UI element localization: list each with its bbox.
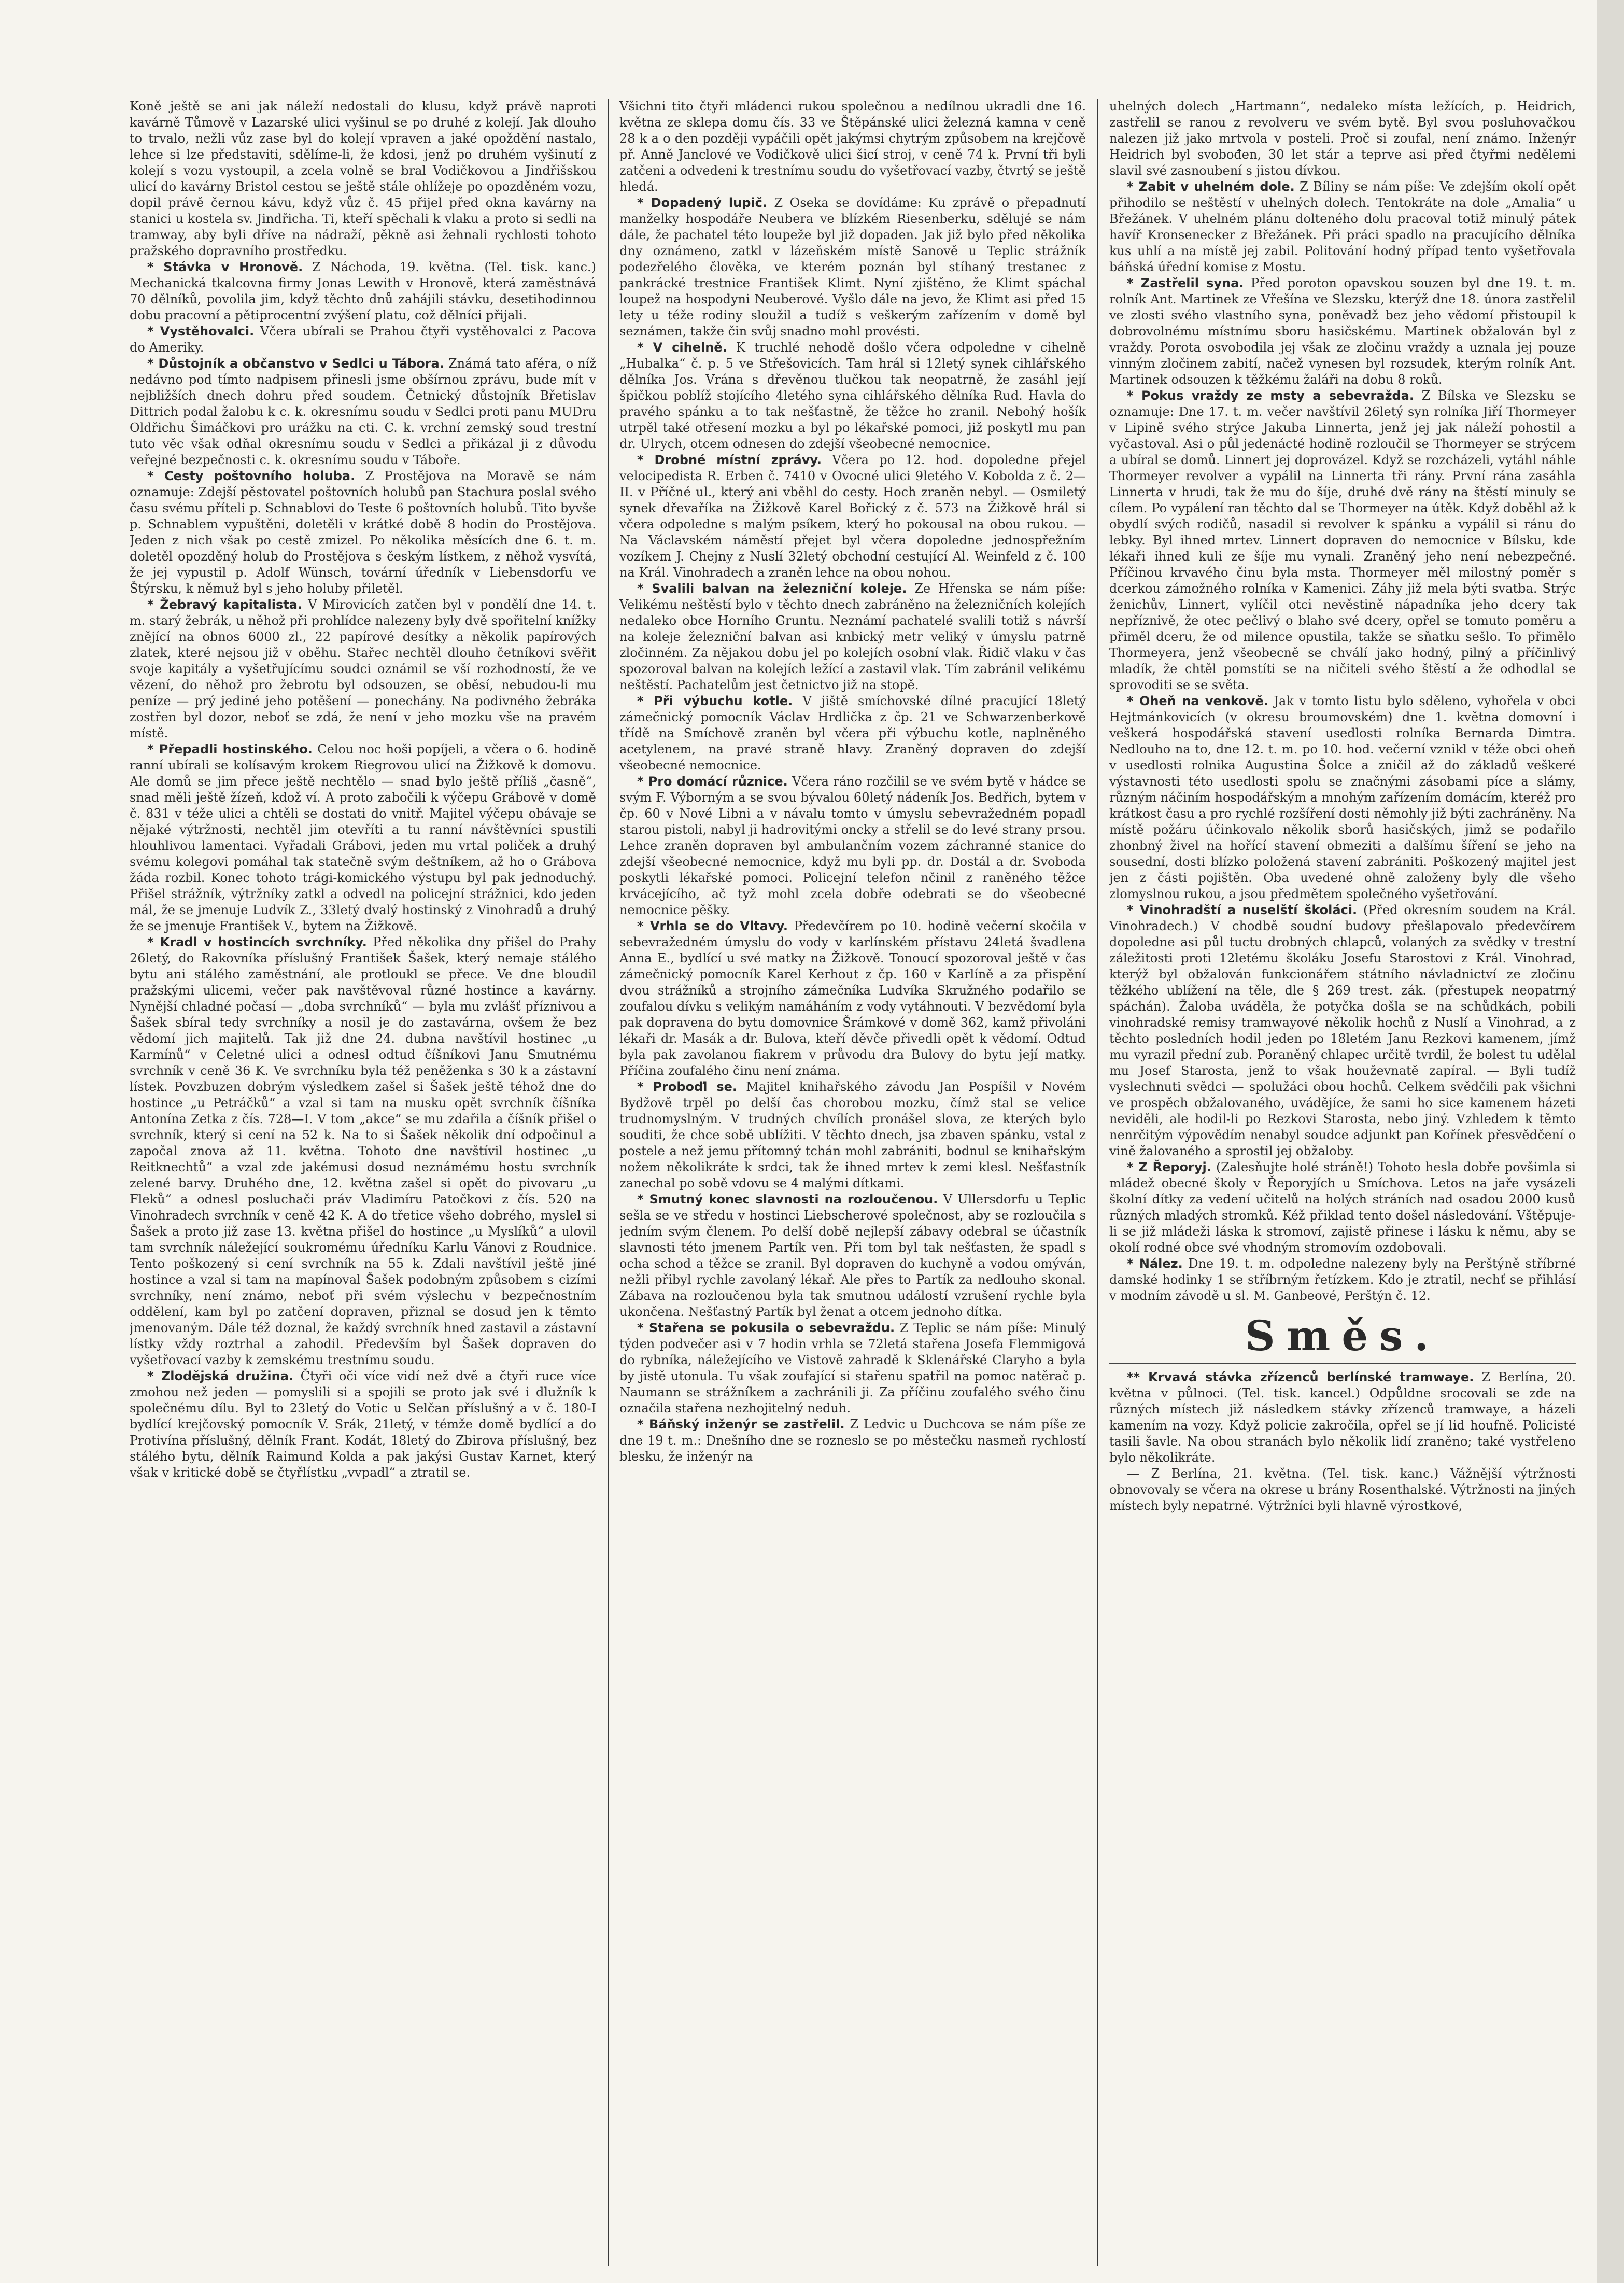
article-paragraph [619,581,1086,693]
article-paragraph [130,1368,596,1481]
article-text: Z Bílska ve Slezsku se oznamuje: Dne 17. t. m. večer navštívil 26letý syn rolníka Jiří Thormeyer v Lipině svého strýce Jakuba Linnerta, jenž jej jak náleží pohostil a vyčastoval. Asi o půl jedenácté hodině rozloučil se Thormeyer se strýcem a ubíral se domů. Linnert jej doprovázel. Když se rozcházeli, vytáhl náhle Thormeyer revolver a vypálil na Linnerta tři rány. První rána zasáhla Linnerta v hrudi, tak že mu do šíje, druhé dvě rány na štěstí minuly se cílem. Po vypálení ran těchto dal se Thormeyer na útěk. Když doběhl až k obydlí svých rodičů, nasadil si revolver k spánku a vypálil si ránu do lebky. Byl ihned mrtev. Linnert dopraven do nemocnice v Bílsku, kde lékaři ihned kuli ze šíje mu vynali. Zraněný jeho není nebezpečné. Příčinou krvavého činu byla msta. Thormeyer měl milostný poměr s dcerkou zámožného rolníka v Kamenici. Záhy již mela býti svatba. Strýc ženichův, Linnert, vylíčil otci nevěstině nápadníka jeho dcery tak nepříznivě, že otec pečlivý o blaho své dcery, opřel se tomuto poměru a přiměl dceru, že od milence opustila, takže se sňatku sešlo. To přimělo Thormeyera, jenž všeobecně se chválí jako hodný, pilný a příčinlivý mladík, že chtěl pomstíti se na ničiteli svého štěstí a že odhodlal se sprovoditi se se světa. [1109,388,1576,692]
article-headline: * Cesty poštovního holuba. [147,469,356,483]
article-paragraph [1109,1159,1576,1256]
article-text: Majitel knihařského závodu Jan Pospíšil v Novém Bydžově trpěl po delší čas chorobou mozku, čímž stal se velice trudnomyslným. V trudných chvílích pronášel slova, ze kterých bylo souditi, že chce sobě ublížiti. V těchto dnech, jsa zbaven spánku, vstal z postele a než jemu přítomný tchán mohl zabrániti, bodnul se knihařským nožem několikráte k srdci, tak že ihned mrtev k zemi klesl. Nešťastník zanechal po sobě vdovu se 4 malými dítkami. [619,1080,1086,1190]
article-paragraph [619,918,1086,1079]
article-paragraph [619,340,1086,452]
article-text: Včera po 12. hod. dopoledne přejel velocipedista R. Erben č. 7410 v Ovocné ulici 9letého V. Kobolda z č. 2—II. v Příčné ul., který ani vběhl do cesty. Hoch zraněn nebyl. — Osmiletý synek dřevaříka na Žižkově Karel Bořický z č. 573 na Žižkově hrál si včera odpoledne s malým psíkem, který ho pokousal na obou rukou. — Na Václavském náměstí přejet byl včera dopoledne jednospřežním vozíkem J. Chejny z Nuslí 32letý obchodní cestující Al. Weinfeld z č. 100 na Král. Vinohradech a zraněn lehce na obou nohou. [619,453,1086,580]
article-headline: * Při výbuchu kotle. [637,694,793,708]
article-text: uhelných dolech „Hartmann“, nedaleko místa ležících, p. Heidrich, zastřelil se ranou z revolveru ve svém bytě. Byl svou posluhovačkou nalezen již jako mrtvola v posteli. Proč si zoufal, není známo. Inženýr Heidrich byl svobođen, 30 let stár a teprve asi před čtyřmi nedělemi slavil své zasnoubení s jistou dívkou. [1109,99,1576,178]
article-headline: * Dopadený lupič. [637,195,767,210]
article-paragraph [130,597,596,741]
article-paragraph [130,468,596,597]
article-headline: * Proboďl se. [637,1080,738,1094]
article-paragraph [130,259,596,324]
column-rule-1 [608,99,609,2266]
article-headline: * V cihelně. [637,340,727,355]
article-headline: * Vystěhovalci. [147,324,255,339]
column-2 [619,99,1086,2266]
article-text: Předevčírem po 10. hodině večerní skočila v sebevražedném úmyslu do vody v karlínském přístavu 24letá švadlena Anna E., bydlící u své matky na Žižkově. Tonoucí spozoroval ještě v čas zámečnický pomocník Karel Kerhout z čp. 160 v Karlíně a za přispění dvou strážníků a strojního zámečníka Ludvíka Skružného podařilo se zoufalou dívku s velikým namáháním z vody vytáhnouti. V bezvědomí byla pak dopravena do bytu domovnice Šrámkové v domě 362, kamž přivoláni lékaři dr. Masák a dr. Bulova, kteří děvče přivedli opět k vědomí. Odtud byla pak zavolanou fiakrem v průvodu dra Bulovy do bytu její matky. Příčina zoufalého činu není známa. [619,919,1086,1078]
article-paragraph [619,1192,1086,1320]
article-text: Z Bíliny se nám píše: Ve zdejším okolí opět přihodilo se neštěstí v uhelných dolech. Tentokráte na dole „Amalia“ u Břežánek. V uhelném plánu dolteného dolu pracoval totiž minulý pátek havíř Kronsenecker z Břežánek. Při práci spadlo na pracujícího dělníka kus uhlí a na místě jej zabil. Politování hodný případ tento vyšetřovala báňská úřední komise z Mostu. [1109,179,1576,274]
article-text: (Zalesňujte holé stráně!) Tohoto hesla dobře povšimla si mládež obecné školy v Řeporyjích u Smíchova. Letos na jaře vysázeli školní dítky za vedení učitelů na holých stráních nad osadou 2000 kusů různých mladých stromků. Kéž přiklad tento došel následování. Vštěpuje-li se již mládeži láska k stromoví, zajistě přinese i lásku k němu, aby se okolí rodné obce své vhodným stromovím ozdobovali. [1109,1160,1576,1255]
article-text: Celou noc hoši popíjeli, a včera o 6. hodině ranní ubírali se kolísavým krokem Riegrovou ulicí na Žižkově k domovu. Ale domů se jim přece ještě nechtělo — snad bylo ještě příliš „časně“, snad měli ještě žízeň, kdož ví. A proto zabočili k výčepu Grábově v domě č. 831 v téže ulici a chtěli se dostati do vnitř. Majitel výčepu obávaje se nějaké výtržnosti, nechtěl jim otevříti a tu ranní návštěvníci spustili hlouhlivou lamentaci. Vyřadali Grábovi, jeden mu vrtal poliček a druhý svému kolegovi pomáhal tak statečně svým deštníkem, až ho o Grábova žáda rozbil. Konec tohoto trági-komického výstupu byl pak jednoduchý. Přišel strážník, výtržníky zatkl a odvedl na policejní strážnici, kdo jeden mál, že se jmenuje Ludvík Z., 33letý dvalý hostinský z Vinohradů a druhý že se jmenuje František V., bytem na Žižkově. [130,742,596,933]
article-paragraph [1109,902,1576,1159]
article-headline: ** Krvavá stávka zřízenců berlínské tramwaye. [1127,1370,1474,1384]
article-text: Z Ledvic u Duchcova se nám píše ze dne 19 t. m.: Dnešního dne se rozneslo se po městečku nasmeň rychlostí blesku, že inženýr na [619,1417,1086,1464]
article-headline: * Vrhla se do Vltavy. [637,919,788,933]
article-text: Čtyři oči více vidí než dvě a čtyři ruce více zmohou než jeden — pomyslili si a spojili se proto jak své i dlužník k společnému dílu. Byl to 23letý do Votic u Selčan příslušný a v č. 180-I bydlící krejčovský pomocník V. Srák, 21letý, v témže domě bydlící a do Protivína příslušný, dělník Frant. Kodát, 18letý do Zbirova příslušný, bez stálého bytu, dělník Raimund Kolda a pak jakýsi Gustav Karnet, který však v kritické době se čtyřlístku „vvpadl“ a ztratil se. [130,1369,596,1480]
article-text: V jiště smíchovské dílné pracující 18letý zámečnický pomocník Václav Hrdlička z čp. 21 ve Schwarzenberkově třídě na Smíchově zraněn byl včera při výbuchu kotle, naplněného acetylenem, na pravé straně hlavy. Zraněný dopraven do zdejší všeobecné nemocnice. [619,694,1086,773]
article-headline: * Vinohradští a nuselští školáci. [1127,903,1358,917]
column-1 [130,99,596,2266]
article-paragraph [1109,693,1576,902]
article-text: Včera ráno rozčilil se ve svém bytě v hádce se svým F. Výborným a se svou bývalou 60letý nádeník Jos. Bedřich, bytem v čp. 60 v Nové Libni a v návalu tomto v úmyslu sebevražedném popadl starou pistoli, nabyl ji hadrovitými oncky a střelil se do levé strany prsou. Lehce zraněn dopraven byl ambulančním vozem záchranné stanice do zdejší všeobecné nemocnice, když mu byli pp. dr. Dostál a dr. Svoboda poskytli lékařské pomoci. Policejní telefon nčinil z raněného těžce krvácejícího, ač tyž mohl zcela dobře odebrati se do všeobecné nemocnice pěšky. [619,774,1086,917]
article-paragraph [130,356,596,468]
article-headline: * Oheň na venkově. [1127,694,1268,708]
article-headline: * Báňský inženýr se zastřelil. [637,1417,845,1432]
article-headline: * Kradl v hostincích svrchníky. [147,935,367,949]
article-headline: * Stávka v Hronově. [147,260,303,274]
article-text: Před několika dny přišel do Prahy 26letý, do Rakovníka příslušný František Šašek, který nemaje stálého bytu ani stálého zaměstnání, ale protloukl se přece. Ve dne bloudil pražskými ulicemi, večer pak navštěvoval různé hostince a kavárny. Nynější chladné počasí — „doba svrchníků“ — byla mu zvlášť příznivou a Šašek sbíral tedy svrchníky a nosil je do zastavárna, ovšem že bez vědomí jich majitelů. Tak již dne 24. dubna navštívil hostinec „u Karmínů“ v Celetné ulici a odnesl odtud číšníkovi Janu Smutnému svrchník v ceně 36 K. Ve svrchníku byla též peněženka s 30 k a zástavní lístek. Povzbuzen dobrým výsledkem zašel si Šašek ještě téhož dne do hostince „u Petráčků“ a vzal si tam na musku opět svrchník číšníka Antonína Zetka z čís. 728—I. V tom „akce“ se mu zdařila a číšník přišel o svrchník, který si cení na 52 k. Na to si Šašek několik dní odpočinul a započal znova až 11. května. Tohoto dne navštívil hostinec „u Reitknechtů“ a vzal zde jakémusi dosud neznámému hostu svrchník zelené barvy. Druhého dne, 12. května zašel si opět do pivovaru „u Fleků“ a odnesl posluchači práv Vladimíru Patočkovi z čís. 520 na Vinohradech svrchník v ceně 42 K. A do třetice všeho dobrého, myslel si Šašek a proto již zase 13. května přišel do hostince „u Myslíků“ a ulovil tam svrchník náležející soukromému úředníku Karlu Vánovi z Roudnice. Tento poškozený si cení svrchník na 55 k. Zdali navštívil ještě jiné hostince a vzal si tam na mapínoval Šašek podobným způsobem s cizími svrchníky, není známo, neboť při svém výslechu v bezpečnostním oddělení, kam byl po zatčení dopraven, přiznal se dosud jen k těmto jmenovaným. Dále též doznal, že každý svrchník hned zastavil a zástavní lístky vždy roztrhal a zahodil. Především byl Šašek dopraven do vyšetřovací vazby k zemskému trestnímu soudu. [130,935,596,1367]
article-text: Z Berlína, 20. května v půlnoci. (Tel. tisk. kancel.) Odpůldne srocovali se zde na různých místech již následkem stávky zřízenců tramwaye, a házeli kamením na vozy. Když policie zakročila, opřel se jí lid houfně. Policisté tasili šavle. Na obou stranách bylo několik lidí zraněno; také vystřeleno bylo několikráte. [1109,1370,1576,1465]
article-paragraph [1109,275,1576,388]
article-headline: * Z Řeporyj. [1127,1160,1211,1174]
article-text: Z Teplic se nám píše: Minulý týden podvečer asi v 7 hodin vrhla se 72letá stařena Josefa Flemmigová do rybníka, náležejícího ve Vistově zahradě k Sklenářské Claryho a byla by jistě utonula. Tu však zoufající si stařenu spatřil na pomoc natěrač p. Naumann se strážníkem a zachránili ji. Za příčinu zoufalého svého činu označila stařena nezhojitelný neduh. [619,1321,1086,1416]
article-text: Z Oseka se dovídáme: Ku zprávě o přepadnutí manželky hospodáře Neubera ve blízkém Riesenberku, sdělujé se nám dále, že pachatel této loupeže byl již dopaden. Jak již bylo před několika dny oznámeno, zatkl v lázeňském místě Sanově u Teplic strážník podezřelého člověka, ve kterém poznán byl stíhaný trestanec z pankrácké trestnice František Klimt. Nyní zjištěno, že Klimt spáchal loupež na hospodyni Neuberové. Vyšlo dále na jevo, že Klimt asi před 15 lety u téže rodiny sloužil a tudíž s veškerým zařízením v domě byl seznámen, takže čin svůj snadno mohl provésti. [619,195,1086,339]
article-text: Koně ještě se ani jak náleží nedostali do klusu, když právě naproti kavárně Tůmově v Lazarské ulici vyšinul se po druhé z kolejí. Jak dlouho to trvalo, nežli vůz zase byl do kolejí vpraven a jaké opoždění nastalo, lehce si lze představiti, sdělíme-li, že kdosi, jenž po druhém vyšinutí z kolejí s vozu vystoupil, a zcela volně se bral Vodičkovou a Jindřišskou ulicí do kavárny Bristol cestou se ještě stále ohlížeje po opozděném vozu, dopil právě černou kávu, když vůz č. 45 přijel před okna kavárny na stanici u kostela sv. Jindřicha. Ti, kteří spěchali k vlaku a proto si sedli na tramway, aby byli dříve na nádraží, pěkně asi žehnali rychlosti tohoto pražského dopravního prostředku. [130,99,596,258]
article-paragraph [1109,179,1576,275]
article-paragraph [130,99,596,259]
article-text: Jak v tomto listu bylo sděleno, vyhořela v obci Hejtmánkovicích (v okresu broumovském) dne 1. května domovní i veškerá hospodářská stavení usedlosti rolníka Bernarda Dimtra. Nedlouho na to, dne 12. t. m. po 10. hod. večerní vznikl v téže obci oheň v usedlosti rolnika Augustina Šolce a zničil až do základů veškeré výstavnosti této usedlosti spolu se značnými zásobami píce a slámy, různým náčiním hospodářským a mnohým zařízením domácím, kteréž pro krátkost času a pro rychlé rozšíření dosti němohly již býti zachráněny. Na místě požáru účinkovalo několik sborů hasičských, jimž se podařilo zhonbný živel na hořící stavení obmeziti a dalšímu šíření se jeho na sousední, dosti blízko položená stavení zabrániti. Poškozený majitel jest jen z části pojištěn. Oba uvedené ohně založeny byly dle všeho zlomyslnou rukou, a jsou předmětem společného vyšetřování. [1109,694,1576,901]
article-headline: * Svalili balvan na železniční koleje. [637,581,907,596]
column-3 [1109,99,1576,2266]
article-paragraph [1109,1466,1576,1514]
article-paragraph [1109,388,1576,693]
article-text: Včera ubírali se Prahou čtyři vystěhovalci z Pacova do Ameriky. [130,324,596,355]
page-edge [1597,0,1624,2283]
article-text: Známá tato aféra, o níž nedávno pod tímto nadpisem přinesli jsme obšírnou zprávu, bude mít v nejbližších dnech dohru před soudem. Četnický důstojník Břetislav Dittrich podal žalobu k c. k. okresnímu soudu v Sedlci proti panu MUDru Oldřichu Šimáčkovi pro urážku na cti. C. k. vrchní zemský soud trestní tuto věc však odňal okresnímu soudu v Sedlci a přikázal ji z důvodu veřejné bezpečnosti c. k. okresnímu soudu v Táboře. [130,356,596,467]
article-headline: * Zastřelil syna. [1127,276,1244,290]
article-text: V Mirovicích zatčen byl v pondělí dne 14. t. m. starý žebrák, u něhož při prohlídce nalezeny byly dvě spořitelní knížky znějící na obnos 6000 zl., 22 papírové desítky a několik papírových zlatek, které nejsou již v oběhu. Stařec nechtěl dlouho četníkovi svěřit svoje kapitály a vyšetřujícímu soudci oznámil se vší rozhodností, že ve vězení, do něhož pro žebrotu byl odsouzen, se oběsí, nebudou-li mu peníze — prý jediné jeho potěšení — ponechány. Na podivného žebráka zostřen byl dozor, neboť se zdá, že není v jeho mozku vše na pravém místě. [130,597,596,740]
article-paragraph [619,452,1086,581]
section-heading: Směs. [1245,1311,1441,1360]
article-text: V Ullersdorfu u Teplic sešla se ve středu v hostinci Liebscherové společnost, aby se rozloučila s jedním svým členem. Po delší době nejlepší zábavy odebral se účastník slavnosti této jmenem Partík ven. Při tom byl tak nešťasten, že spadl s ocha schod a těžce se zranil. Byl dopraven do kuchyně a vodou omýván, nežli přibyl rychle zavolaný lékař. Ale přes to Partík za nedlouho skonal. Zábava na rozloučenou byla tak smutnou událostí vzrušení rychle byla ukončena. Nešťastný Partík byl ženat a otcem jednoho dítka. [619,1192,1086,1319]
article-paragraph [1109,99,1576,179]
article-headline: * Důstojník a občanstvo v Sedlci u Tábora. [147,356,444,371]
article-text: — Z Berlína, 21. května. (Tel. tisk. kanc.) Vážnější výtržnosti obnovovaly se včera na okrese u brány Rosenthalské. Výtržnosti na jiných místech byly nepatrné. Výtržníci byli hlavně výrostkové, [1109,1466,1576,1513]
article-headline: * Nález. [1127,1256,1183,1271]
article-paragraph [619,99,1086,195]
article-text: Dne 19. t. m. odpoledne nalezeny byly na Perštýně stříbrné damské hodinky 1 se stříbrným řetízkem. Kdo je ztratil, nechť se přihlásí v modním závodě u sl. M. Ganbeové, Perštýn č. 12. [1109,1256,1576,1303]
article-headline: * Drobné místní zprávy. [637,453,822,467]
article-paragraph [1109,1369,1576,1466]
article-text: Všichni tito čtyři mládenci rukou společnou a nedílnou ukradli dne 16. května ze sklepa domu čís. 33 ve Štěpánské ulici železná kamna v ceně 28 k a o den později vypáčili opět jakýmsi chytrým způsobem na krejčově př. Anně Janclové ve Vodičkově ulici šicí stroj, v ceně 74 k. První tři byli zatčeni a odvedeni k trestnímu soudu do vyšetřovací vazby, čtvrtý se ještě hledá. [619,99,1086,194]
article-text: Před poroton opavskou souzen byl dne 19. t. m. rolník Ant. Martinek ze Vřešína ve Slezsku, kterýž dne 18. února zastřelil ve zlosti svého vlastního syna, poněvadž bez jeho vědomí přistoupil k dobrovolnému místnímu sboru hasičskému. Martinek obžalován byl z vraždy. Porota osvobodila jej však ze zločinu vraždy a uznala jej pouze vinným zločinem zabití, načež vynesen byl rozsudek, kterým rolník Ant. Martinek odsouzen k těžkému žaláři na dobu 8 roků. [1109,276,1576,387]
article-headline: * Zlodějská družina. [147,1369,294,1383]
column-rule-2 [1097,99,1098,2266]
columns-area [130,99,1581,2266]
article-paragraph [619,774,1086,918]
section-rule [1109,1363,1576,1364]
article-headline: * Pro domácí různice. [637,774,788,789]
article-headline: * Přepadli hostinského. [147,742,313,757]
article-headline: * Stařena se pokusila o sebevraždu. [637,1321,895,1335]
article-paragraph [619,195,1086,340]
article-paragraph [130,741,596,934]
article-paragraph [619,1417,1086,1465]
article-paragraph [130,934,596,1368]
article-headline: * Zabit v uhelném dole. [1127,179,1295,194]
article-paragraph [1109,1256,1576,1304]
article-text: Ze Hřenska se nám píše: Velikému neštěstí bylo v těchto dnech zabráněno na železničních kolejích nedaleko obce Horního Gruntu. Neznámí pachatelé svalili totiž s návrší na koleje železniční balvan asi knbický metr veliký v úmyslu patrně zločinném. Za nějakou dobu jel po kolejích osobní vlak. Řidič vlaku v čas spozoroval balvan na kolejích ležící a zastavil vlak. Tím zabránil velikému neštěstí. Pachatelům jest četnictvo již na stopě. [619,581,1086,692]
article-paragraph [619,693,1086,774]
article-text: K truchlé nehodě došlo včera odpoledne v cihelně „Hubalka“ č. p. 5 ve Střešovicích. Tam hrál si 12letý synek cihlářského dělníka Jos. Vrána s dřevěnou tlučkou tak neopatrně, že zasáhl její špičkou poblíž stojícího 4letého syna cihlářského dělníka Rud. Havla do pravého spánku a to tak nešťastně, že těžce ho zranil. Nebohý hošík utrpěl také otřesení mozku a byl po lékařské pomoci, již poskytl mu pan dr. Ulrych, otcem odnesen do zdejší všeobecné nemocnice. [619,340,1086,451]
article-paragraph [130,324,596,356]
article-paragraph [619,1079,1086,1192]
article-headline: * Žebravý kapitalista. [147,597,303,612]
article-text: Z Náchoda, 19. května. (Tel. tisk. kanc.) Mechanická tkalcovna firmy Jonas Lewith v Hronově, která zaměstnává 70 dělníků, povolila jim, když těchto dnů zahájili stávku, desetihodinnou dobu pracovní a pětiprocentní zvýšení platu, což dělníci přijali. [130,260,596,323]
article-text: (Před okresním soudem na Král. Vinohradech.) V chodbě soudní budovy přešlapovalo předevčírem dopoledne asi půl tuctu drobných chlapců, volaných za svědky v trestní záležitosti proti 12letému školáku Josefu Starostovi z Král. Vinohrad, kterýž byl obžalován funkcionářem státního návladnictví ze zločinu těžkého ublížení na těle, dle § 269 trest. zák. (přestupek neopatrný spáchán). Žaloba uváděla, že potyčka došla se na schůdkách, pobili vinohradské remisy tramwayové několik hochů z Nuslí a Vinohrad, a z těchto posledních hodil jeden po 18letém Janu Rezkovi kamenem, jímž mu vyrazil přední zub. Poraněný chlapec určitě tvrdil, že bolest tu udělal mu Josef Starosta, jenž to však houževnatě zapíral. — Byli tudíž vyslechnuti svědci — spolužáci obou hochů. Celkem svědčili pak všichni ve prospěch obžalovaného, uvádějíce, že sami ho sice kamenem házeti neviděli, ale hodil-li po Rezkovi Starosta, nebo jiný. Vzhledem k těmto nenrčitým výpovědím nenabyl soudce adjunkt pan Kořínek přesvědčení o vině žalovaného a sprostil jej obžaloby. [1109,903,1576,1158]
article-headline: * Pokus vraždy ze msty a sebevražda. [1127,388,1415,403]
article-headline: * Smutný konec slavnosti na rozloučenou. [637,1192,938,1207]
article-paragraph [619,1320,1086,1417]
article-text: Z Prostějova na Moravě se nám oznamuje: Zdejší pěstovatel poštovních holubů pan Stachura poslal svého času svému příteli p. Schnablovi do Teste 6 poštovních holubů. Tito byvše p. Schnablem vypuštěni, doletěli v krátké době 8 hodin do Prostějova. Jeden z nich však po cestě zmizel. Po několika měsících dne 6. t. m. doletěl opozděný holub do Prostějova s českým lístkem, z něhož vysvítá, že jej vypustil p. Adolf Wünsch, tovární úředník v Liebensdorfu ve Štýrsku, k němuž byl s jeho holuby přiletěl. [130,469,596,596]
